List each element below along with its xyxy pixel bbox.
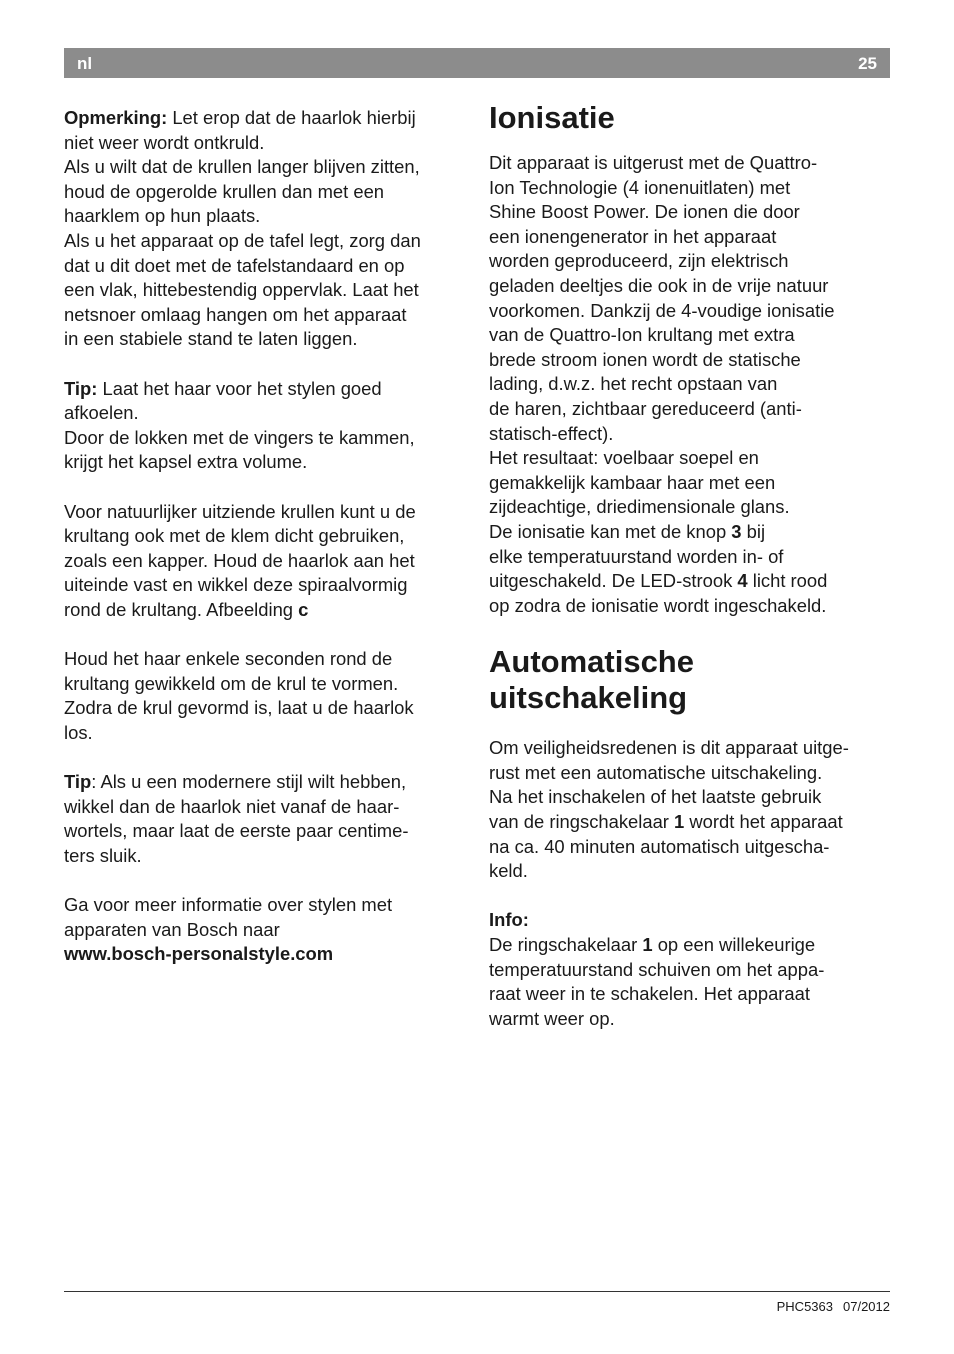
tip-modern-label: Tip bbox=[64, 771, 92, 793]
page-number: 25 bbox=[858, 54, 877, 73]
paragraph-natuurlijke-krullen bbox=[64, 500, 464, 623]
info-label: Info: bbox=[489, 909, 529, 931]
paragraph-opmerking bbox=[64, 106, 464, 352]
paragraph-krul-vormen: Houd het haar enkele seconden rond de krultang gewikkeld om de krul te vormen. Zodra de krul gevormd is, laat u de haarlok los. bbox=[64, 648, 414, 743]
opmerking-text: Let erop dat de haarlok hierbij niet weer wordt ontkruld. Als u wilt dat de krullen langer blijven zitten, houd de opgerolde krullen dan met een haarklem op hun plaats. Als u het apparaat op de tafel legt, zorg dan dat u dit doet met de tafelstandaard en op een vlak, hittebestendig oppervlak. Laat het netsnoer omlaag hangen om het apparaat in een stabiele stand te laten liggen. bbox=[64, 107, 421, 350]
heading-ionisatie: Ionisatie bbox=[489, 100, 615, 135]
tip-modern-text: : Als u een modernere stijl wilt hebben, wikkel dan de haarlok niet vanaf de haar- wortels, maar laat de eerste paar centime- ters sluik. bbox=[64, 771, 409, 866]
ionisatie-text-3: licht rood op zodra de ionisatie wordt ingeschakeld. bbox=[489, 570, 828, 616]
left-column bbox=[64, 106, 464, 967]
paragraph-meer-informatie: Ga voor meer informatie over stylen met apparaten van Bosch naar bbox=[64, 894, 393, 940]
ionisatie-text-2: bij elke temperatuurstand worden in- of uitgeschakeld. De LED-strook bbox=[489, 520, 784, 592]
right-column bbox=[489, 100, 891, 1031]
page-header-bar bbox=[64, 48, 890, 78]
website-link[interactable]: www.bosch-personalstyle.com bbox=[64, 943, 334, 965]
model-number: PHC5363 bbox=[776, 1299, 833, 1314]
ringschakelaar-number: 1 bbox=[674, 811, 685, 833]
natuurlijke-krullen-text: Voor natuurlijker uitziende krullen kunt u de krultang ook met de klem dicht gebruiken, zoals een kapper. Houd de haarlok aan het uiteinde vast en wikkel deze spiraalvormig rond de krultang. Afbeelding bbox=[64, 500, 416, 620]
page-footer bbox=[777, 1299, 890, 1314]
ionisatie-text-1: Dit apparaat is uitgerust met de Quattro- Ion Technologie (4 ionenuitlaten) met Shine Boost Power. De ionen die door een ionengenerator in het apparaat worden geproduceerd, zijn elektrisch geladen deeltjes die ook in de vrije natuur voorkomen. Dankzij de 4-voudige ionisatie van de Quattro-Ion krultang met extra brede stroom ionen wordt de statische lading, d.w.z. het recht opstaan van de haren, zichtbaar gereduceerd (anti- statisch-effect). Het resultaat: voelbaar soepel en gemakkelijk kambaar haar met een zijdeachtige, driedimensionale glans. De ionisatie kan met de knop bbox=[489, 152, 835, 542]
auto-text-2: wordt het apparaat na ca. 40 minuten automatisch uitgescha- keld. bbox=[489, 811, 843, 882]
paragraph-tip-afkoelen bbox=[64, 377, 464, 475]
publication-date: 07/2012 bbox=[843, 1299, 890, 1314]
paragraph-info bbox=[489, 933, 891, 1031]
info-text-1: De ringschakelaar bbox=[489, 934, 643, 956]
tip-label: Tip: bbox=[64, 377, 98, 399]
info-ringschakelaar-number: 1 bbox=[642, 934, 653, 956]
language-code: nl bbox=[77, 54, 93, 73]
knop-number: 3 bbox=[731, 520, 742, 542]
paragraph-tip-modern bbox=[64, 770, 464, 868]
opmerking-label: Opmerking: bbox=[64, 107, 168, 128]
footer-divider bbox=[64, 1291, 890, 1292]
figure-reference: c bbox=[298, 598, 309, 620]
paragraph-ionisatie bbox=[489, 151, 891, 618]
tip-text: Laat het haar voor het stylen goed afkoelen. Door de lokken met de vingers te kammen, krijgt het kapsel extra volume. bbox=[64, 377, 415, 473]
auto-text-1: Om veiligheidsredenen is dit apparaat uitge- rust met een automatische uitschakeling. Na het inschakelen of het laatste gebruik van de ringschakelaar bbox=[489, 737, 849, 833]
led-number: 4 bbox=[737, 570, 748, 592]
paragraph-automatische-uitschakeling bbox=[489, 736, 891, 884]
info-text-2: op een willekeurige temperatuurstand schuiven om het appa- raat weer in te schakelen. Het apparaat warmt weer op. bbox=[489, 934, 825, 1029]
heading-automatische-uitschakeling: Automatische uitschakeling bbox=[489, 644, 694, 716]
